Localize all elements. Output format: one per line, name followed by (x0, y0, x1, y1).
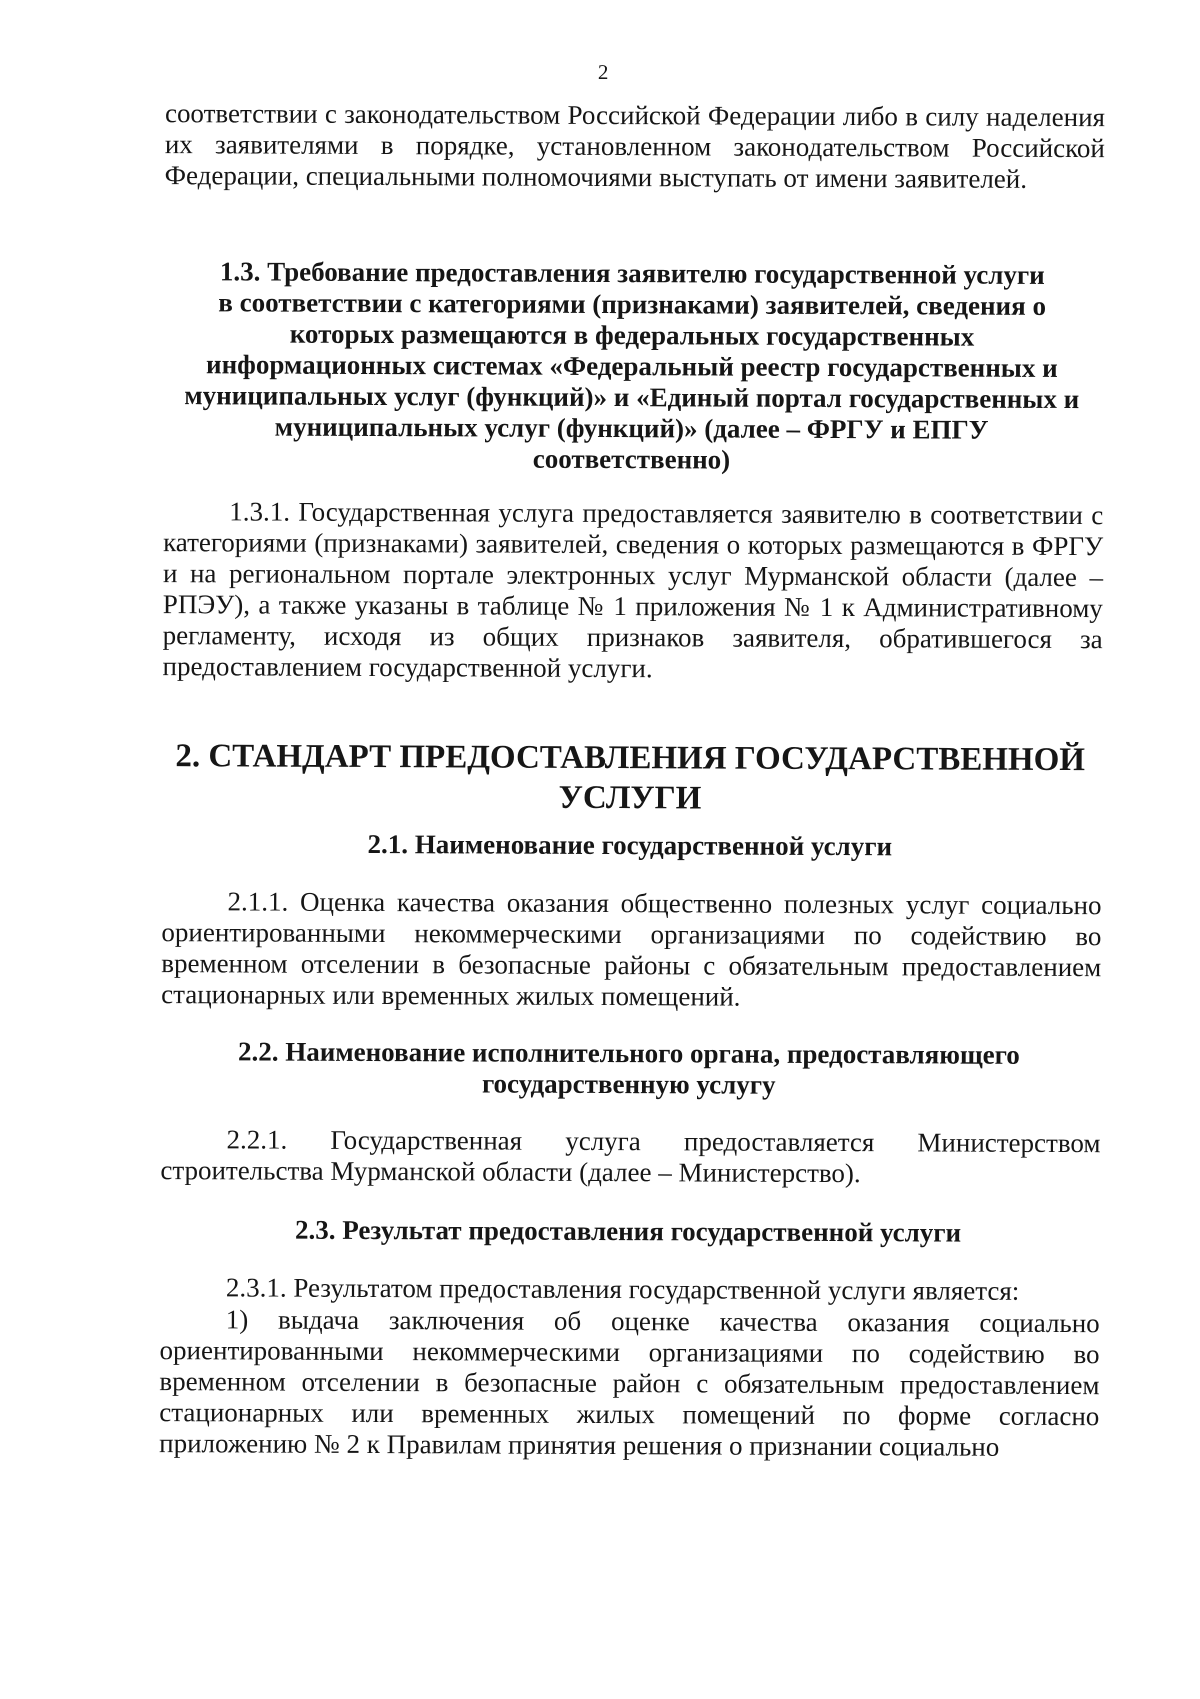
paragraph-1-3-1-text: 1.3.1. Государственная услуга предоставляется заявителю в соответствии с категориями (признаками) заявителей, сведения о которых размещаются в ФРГУ и на региональном портале электронных услуг Мурманской области (далее – РПЭУ), а также указаны в таблице № 1 приложения № 1 к Административному регламенту, исходя из общих признаков заявителя, обратившегося за предоставлением государственной услуги. (162, 496, 1104, 684)
paragraph-2-2-1-text: 2.2.1. Государственная услуга предоставляется Министерством строительства Мурманской области (далее – Министерство). (160, 1124, 1101, 1189)
heading-line: соответственно) (532, 443, 731, 475)
heading-line: УСЛУГИ (558, 779, 702, 817)
paragraph-2-1-1 (161, 886, 1102, 1014)
heading-line: которых размещаются в федеральных государственных (289, 318, 975, 352)
intro-paragraph-text: соответствии с законодательством Российской Федерации либо в силу наделения их заявителями в порядке, установленном законодательством Российской Федерации, специальными полномочиями выступать от имени заявителей. (164, 98, 1106, 194)
intro-paragraph (165, 98, 1105, 195)
paragraph-2-2-1 (160, 1124, 1100, 1190)
list-item-1 (159, 1304, 1100, 1463)
paragraph-2-3-1 (160, 1272, 1100, 1307)
heading-line: 1.3. Требование предоставления заявителю государственной услуги (219, 256, 1045, 290)
paragraph-2-3-1-text: 2.3.1. Результатом предоставления государственной услуги является: (225, 1272, 1020, 1306)
section-2-heading (150, 736, 1110, 820)
heading-line: 2.2. Наименование исполнительного органа, предоставляющего (237, 1036, 1020, 1070)
section-2-3-heading: 2.3. Результат предоставления государственной услуги (295, 1214, 962, 1248)
heading-line: 2. СТАНДАРТ ПРЕДОСТАВЛЕНИЯ ГОСУДАРСТВЕННОЙ (175, 738, 1086, 779)
section-2-1-heading: 2.1. Наименование государственной услуги (367, 828, 893, 862)
heading-line: муниципальных услуг (функций)» и «Единый портал государственных и (184, 380, 1080, 415)
heading-line: информационных системах «Федеральный реестр государственных и (206, 349, 1058, 383)
heading-line: муниципальных услуг (функций)» (далее – ФРГУ и ЕПГУ (274, 411, 989, 445)
heading-line: государственную услугу (481, 1068, 776, 1100)
section-1-3-heading (151, 256, 1112, 477)
heading-line: в соответствии с категориями (признаками) заявителей, сведения о (218, 287, 1047, 321)
paragraph-2-1-1-text: 2.1.1. Оценка качества оказания общественно полезных услуг социально ориентированными некоммерческими организациями по содействию во временном отселении в безопасные районы с обязательным предоставлением стационарных или временных жилых помещений. (161, 886, 1102, 1012)
section-2-2-heading (149, 1036, 1109, 1102)
page-number: 2 (597, 59, 609, 85)
paragraph-1-3-1 (163, 496, 1104, 686)
list-item-1-text: 1) выдача заключения об оценке качества оказания социально ориентированными некоммерческими организациями по содействию во временном отселении в безопасные район с обязательным предоставлением стационарных или временных жилых помещений по форме согласно приложению № 2 к Правилам принятия решения о признании социально (159, 1304, 1100, 1462)
